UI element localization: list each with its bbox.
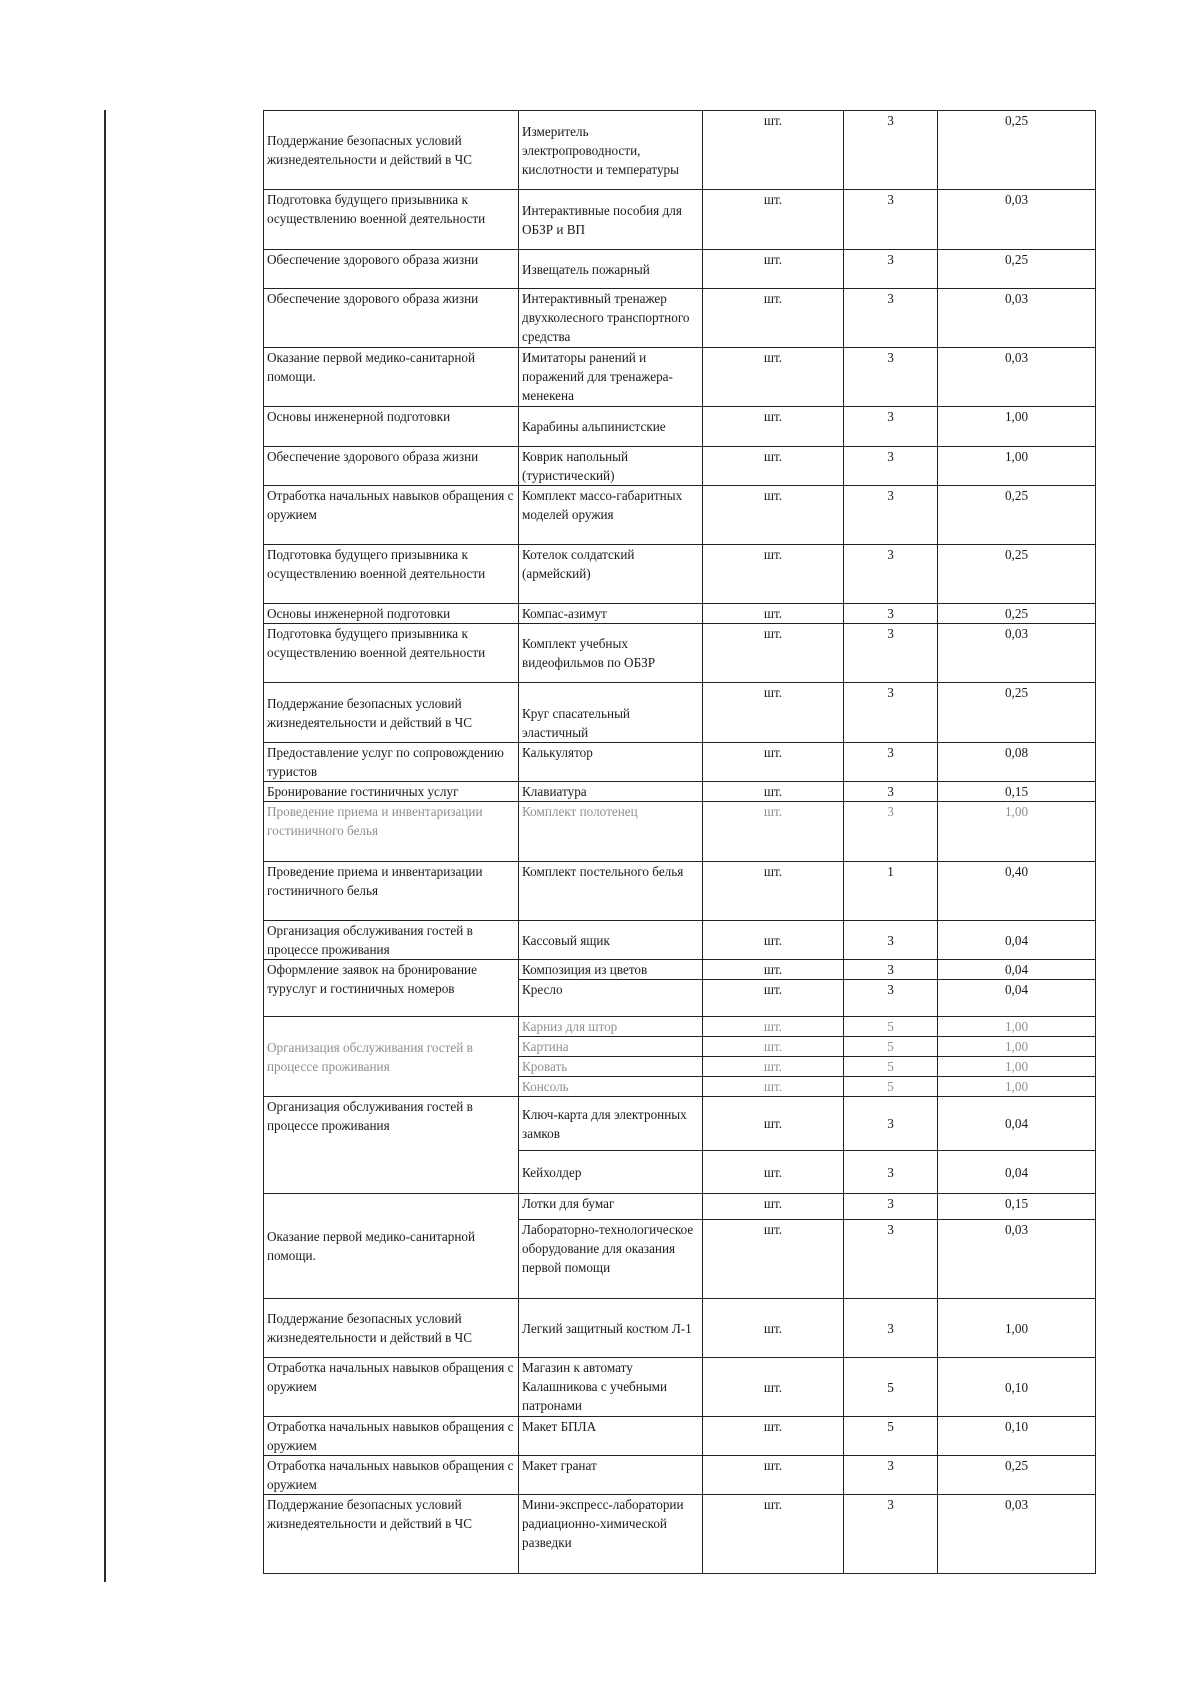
activity-cell: Обеспечение здорового образа жизни <box>264 447 519 486</box>
qty-cell: 3 <box>844 289 938 348</box>
table-row <box>264 1299 1096 1358</box>
unit-cell: шт. <box>703 802 844 862</box>
norm-cell: 0,10 <box>938 1417 1096 1456</box>
unit-cell: шт. <box>703 1358 844 1417</box>
item-cell: Коврик напольный (туристический) <box>519 447 703 486</box>
qty-cell: 3 <box>844 447 938 486</box>
item-cell: Карниз для штор <box>519 1017 703 1037</box>
item-cell: Измеритель электропроводности, кислотности и температуры <box>519 111 703 190</box>
activity-cell: Основы инженерной подготовки <box>264 407 519 447</box>
item-cell: Клавиатура <box>519 782 703 802</box>
qty-cell: 3 <box>844 624 938 683</box>
equipment-table <box>263 110 1096 1574</box>
norm-cell: 0,15 <box>938 1194 1096 1220</box>
qty-cell: 3 <box>844 960 938 980</box>
norm-cell: 1,00 <box>938 407 1096 447</box>
unit-cell: шт. <box>703 111 844 190</box>
table-row <box>264 604 1096 624</box>
table-row <box>264 1456 1096 1495</box>
item-cell: Композиция из цветов <box>519 960 703 980</box>
qty-cell: 3 <box>844 802 938 862</box>
table-row <box>264 111 1096 190</box>
table-row <box>264 1194 1096 1220</box>
unit-cell: шт. <box>703 1017 844 1037</box>
qty-cell: 3 <box>844 1151 938 1194</box>
norm-cell: 0,40 <box>938 862 1096 921</box>
table-row <box>264 545 1096 604</box>
item-cell: Ключ-карта для электронных замков <box>519 1097 703 1151</box>
norm-cell: 0,25 <box>938 1456 1096 1495</box>
qty-cell: 3 <box>844 1299 938 1358</box>
qty-cell: 5 <box>844 1077 938 1097</box>
norm-cell: 0,25 <box>938 683 1096 743</box>
activity-cell: Поддержание безопасных условий жизнедеятельности и действий в ЧС <box>264 1299 519 1358</box>
item-cell: Картина <box>519 1037 703 1057</box>
norm-cell: 1,00 <box>938 1299 1096 1358</box>
item-cell: Магазин к автомату Калашникова с учебными патронами <box>519 1358 703 1417</box>
qty-cell: 5 <box>844 1057 938 1077</box>
activity-cell: Отработка начальных навыков обращения с оружием <box>264 486 519 545</box>
norm-cell: 0,25 <box>938 250 1096 289</box>
unit-cell: шт. <box>703 1456 844 1495</box>
item-cell: Лотки для бумаг <box>519 1194 703 1220</box>
norm-cell: 0,03 <box>938 1220 1096 1299</box>
qty-cell: 3 <box>844 111 938 190</box>
table-row <box>264 1097 1096 1151</box>
activity-cell: Обеспечение здорового образа жизни <box>264 250 519 289</box>
item-cell: Консоль <box>519 1077 703 1097</box>
activity-cell: Оказание первой медико-санитарной помощи. <box>264 348 519 407</box>
unit-cell: шт. <box>703 1495 844 1574</box>
unit-cell: шт. <box>703 1077 844 1097</box>
norm-cell: 0,15 <box>938 782 1096 802</box>
item-cell: Кровать <box>519 1057 703 1077</box>
unit-cell: шт. <box>703 1097 844 1151</box>
activity-cell: Отработка начальных навыков обращения с оружием <box>264 1417 519 1456</box>
activity-cell: Основы инженерной подготовки <box>264 604 519 624</box>
activity-cell: Подготовка будущего призывника к осуществлению военной деятельности <box>264 624 519 683</box>
item-cell: Макет гранат <box>519 1456 703 1495</box>
item-cell: Макет БПЛА <box>519 1417 703 1456</box>
table-row <box>264 743 1096 782</box>
activity-cell: Поддержание безопасных условий жизнедеятельности и действий в ЧС <box>264 1495 519 1574</box>
unit-cell: шт. <box>703 1151 844 1194</box>
norm-cell: 0,25 <box>938 604 1096 624</box>
unit-cell: шт. <box>703 545 844 604</box>
qty-cell: 3 <box>844 980 938 1017</box>
item-cell: Карабины альпинистские <box>519 407 703 447</box>
qty-cell: 3 <box>844 545 938 604</box>
unit-cell: шт. <box>703 862 844 921</box>
norm-cell: 1,00 <box>938 1077 1096 1097</box>
table-row <box>264 250 1096 289</box>
activity-cell: Оказание первой медико-санитарной помощи. <box>264 1194 519 1299</box>
unit-cell: шт. <box>703 190 844 250</box>
activity-cell: Отработка начальных навыков обращения с оружием <box>264 1358 519 1417</box>
unit-cell: шт. <box>703 1194 844 1220</box>
qty-cell: 3 <box>844 486 938 545</box>
qty-cell: 3 <box>844 1097 938 1151</box>
activity-cell: Предоставление услуг по сопровождению туристов <box>264 743 519 782</box>
qty-cell: 3 <box>844 407 938 447</box>
unit-cell: шт. <box>703 486 844 545</box>
norm-cell: 1,00 <box>938 802 1096 862</box>
item-cell: Лабораторно-технологическое оборудование для оказания первой помощи <box>519 1220 703 1299</box>
table-row <box>264 782 1096 802</box>
activity-cell: Поддержание безопасных условий жизнедеятельности и действий в ЧС <box>264 683 519 743</box>
norm-cell: 0,04 <box>938 980 1096 1017</box>
unit-cell: шт. <box>703 980 844 1017</box>
qty-cell: 3 <box>844 348 938 407</box>
table-row <box>264 802 1096 862</box>
unit-cell: шт. <box>703 1220 844 1299</box>
unit-cell: шт. <box>703 604 844 624</box>
item-cell: Комплект постельного белья <box>519 862 703 921</box>
activity-cell: Организация обслуживания гостей в процессе проживания <box>264 1097 519 1194</box>
activity-cell: Подготовка будущего призывника к осуществлению военной деятельности <box>264 190 519 250</box>
item-cell: Кресло <box>519 980 703 1017</box>
qty-cell: 3 <box>844 1220 938 1299</box>
norm-cell: 0,25 <box>938 545 1096 604</box>
item-cell: Комплект полотенец <box>519 802 703 862</box>
table-row <box>264 921 1096 960</box>
item-cell: Интерактивный тренажер двухколесного транспортного средства <box>519 289 703 348</box>
item-cell: Легкий защитный костюм Л-1 <box>519 1299 703 1358</box>
norm-cell: 1,00 <box>938 447 1096 486</box>
item-cell: Кассовый ящик <box>519 921 703 960</box>
table-row <box>264 289 1096 348</box>
activity-cell: Бронирование гостиничных услуг <box>264 782 519 802</box>
unit-cell: шт. <box>703 1057 844 1077</box>
qty-cell: 5 <box>844 1017 938 1037</box>
item-cell: Компас-азимут <box>519 604 703 624</box>
item-cell: Комплект учебных видеофильмов по ОБЗР <box>519 624 703 683</box>
item-cell: Комплект массо-габаритных моделей оружия <box>519 486 703 545</box>
norm-cell: 1,00 <box>938 1037 1096 1057</box>
table-row <box>264 683 1096 743</box>
table-row <box>264 1417 1096 1456</box>
norm-cell: 0,03 <box>938 1495 1096 1574</box>
table-row <box>264 447 1096 486</box>
norm-cell: 0,04 <box>938 1097 1096 1151</box>
qty-cell: 5 <box>844 1417 938 1456</box>
unit-cell: шт. <box>703 1417 844 1456</box>
activity-cell: Проведение приема и инвентаризации гостиничного белья <box>264 862 519 921</box>
activity-cell: Отработка начальных навыков обращения с оружием <box>264 1456 519 1495</box>
activity-cell: Подготовка будущего призывника к осуществлению военной деятельности <box>264 545 519 604</box>
unit-cell: шт. <box>703 782 844 802</box>
table-row <box>264 486 1096 545</box>
norm-cell: 0,08 <box>938 743 1096 782</box>
unit-cell: шт. <box>703 289 844 348</box>
norm-cell: 0,25 <box>938 486 1096 545</box>
unit-cell: шт. <box>703 624 844 683</box>
unit-cell: шт. <box>703 743 844 782</box>
activity-cell: Проведение приема и инвентаризации гостиничного белья <box>264 802 519 862</box>
norm-cell: 0,10 <box>938 1358 1096 1417</box>
table-row <box>264 348 1096 407</box>
item-cell: Интерактивные пособия для ОБЗР и ВП <box>519 190 703 250</box>
qty-cell: 3 <box>844 683 938 743</box>
item-cell: Имитаторы ранений и поражений для тренажера-менекена <box>519 348 703 407</box>
norm-cell: 0,03 <box>938 190 1096 250</box>
item-cell: Извещатель пожарный <box>519 250 703 289</box>
activity-cell: Организация обслуживания гостей в процессе проживания <box>264 1017 519 1097</box>
norm-cell: 1,00 <box>938 1057 1096 1077</box>
unit-cell: шт. <box>703 407 844 447</box>
table-row <box>264 624 1096 683</box>
qty-cell: 5 <box>844 1037 938 1057</box>
norm-cell: 0,03 <box>938 348 1096 407</box>
qty-cell: 3 <box>844 782 938 802</box>
norm-cell: 1,00 <box>938 1017 1096 1037</box>
unit-cell: шт. <box>703 921 844 960</box>
table-row <box>264 1495 1096 1574</box>
unit-cell: шт. <box>703 1037 844 1057</box>
activity-cell: Обеспечение здорового образа жизни <box>264 289 519 348</box>
unit-cell: шт. <box>703 683 844 743</box>
item-cell: Мини-экспресс-лаборатории радиационно-химической разведки <box>519 1495 703 1574</box>
norm-cell: 0,04 <box>938 1151 1096 1194</box>
item-cell: Круг спасательный эластичный <box>519 683 703 743</box>
norm-cell: 0,25 <box>938 111 1096 190</box>
norm-cell: 0,03 <box>938 624 1096 683</box>
table-row <box>264 407 1096 447</box>
item-cell: Котелок солдатский (армейский) <box>519 545 703 604</box>
activity-cell: Оформление заявок на бронирование туруслуг и гостиничных номеров <box>264 960 519 1017</box>
qty-cell: 3 <box>844 604 938 624</box>
qty-cell: 5 <box>844 1358 938 1417</box>
item-cell: Кейхолдер <box>519 1151 703 1194</box>
activity-cell: Организация обслуживания гостей в процессе проживания <box>264 921 519 960</box>
activity-cell: Поддержание безопасных условий жизнедеятельности и действий в ЧС <box>264 111 519 190</box>
item-cell: Калькулятор <box>519 743 703 782</box>
qty-cell: 3 <box>844 1194 938 1220</box>
qty-cell: 3 <box>844 921 938 960</box>
margin-line <box>104 110 106 1582</box>
unit-cell: шт. <box>703 348 844 407</box>
unit-cell: шт. <box>703 447 844 486</box>
qty-cell: 3 <box>844 743 938 782</box>
table-row <box>264 1017 1096 1037</box>
norm-cell: 0,03 <box>938 289 1096 348</box>
qty-cell: 3 <box>844 190 938 250</box>
unit-cell: шт. <box>703 1299 844 1358</box>
qty-cell: 3 <box>844 250 938 289</box>
qty-cell: 1 <box>844 862 938 921</box>
unit-cell: шт. <box>703 960 844 980</box>
norm-cell: 0,04 <box>938 921 1096 960</box>
table-row <box>264 960 1096 980</box>
table-row <box>264 190 1096 250</box>
norm-cell: 0,04 <box>938 960 1096 980</box>
table-row <box>264 1358 1096 1417</box>
qty-cell: 3 <box>844 1456 938 1495</box>
unit-cell: шт. <box>703 250 844 289</box>
qty-cell: 3 <box>844 1495 938 1574</box>
table-row <box>264 862 1096 921</box>
